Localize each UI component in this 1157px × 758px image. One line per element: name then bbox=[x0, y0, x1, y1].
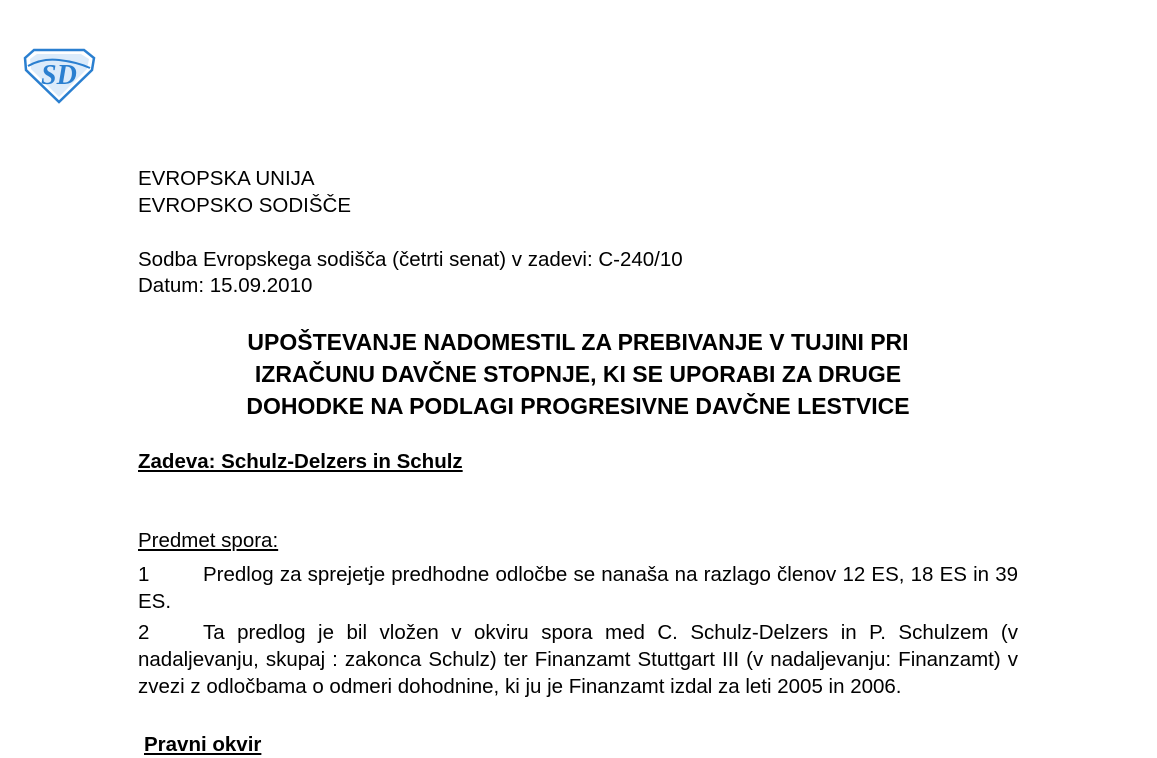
title-line-2: IZRAČUNU DAVČNE STOPNJE, KI SE UPORABI ZA DRUGE bbox=[254, 361, 902, 387]
title-line-3: DOHODKE NA PODLAGI PROGRESIVNE DAVČNE LESTVICE bbox=[246, 393, 910, 419]
title-line-1: UPOŠTEVANJE NADOMESTIL ZA PREBIVANJE V TUJINI PRI bbox=[247, 329, 909, 355]
judgment-reference: Sodba Evropskega sodišča (četrti senat) v zadevi: C-240/10 bbox=[138, 248, 683, 271]
logo-lettering: SD bbox=[41, 60, 77, 91]
shield-logo-icon bbox=[22, 48, 96, 104]
header-union: EVROPSKA UNIJA bbox=[138, 167, 315, 190]
paragraph-text: Predlog za sprejetje predhodne odločbe se nanaša na razlago členov 12 ES, 18 ES in 39 ES. bbox=[138, 563, 1018, 613]
document-title bbox=[138, 326, 1018, 422]
paragraph-number: 2 bbox=[138, 621, 150, 644]
legal-framework-heading: Pravni okvir bbox=[144, 733, 262, 756]
paragraph-number: 1 bbox=[138, 563, 150, 586]
subject-heading: Predmet spora: bbox=[138, 529, 279, 552]
paragraph-2 bbox=[138, 619, 1018, 700]
case-heading: Zadeva: Schulz-Delzers in Schulz bbox=[138, 450, 463, 473]
header-court: EVROPSKO SODIŠČE bbox=[138, 194, 352, 217]
judgment-date: Datum: 15.09.2010 bbox=[138, 274, 313, 297]
paragraph-1 bbox=[138, 561, 1018, 615]
paragraph-text: Ta predlog je bil vložen v okviru spora med C. Schulz-Delzers in P. Schulzem (v nadaljevanju, skupaj : zakonca Schulz) ter Finanzamt Stuttgart III (v nadaljevanju: Finanzamt) v zvezi z odločbama o odmeri dohodnine, ki ju je Finanzamt izdal za leti 2005 in 2006. bbox=[138, 621, 1018, 698]
court-logo bbox=[22, 48, 96, 104]
